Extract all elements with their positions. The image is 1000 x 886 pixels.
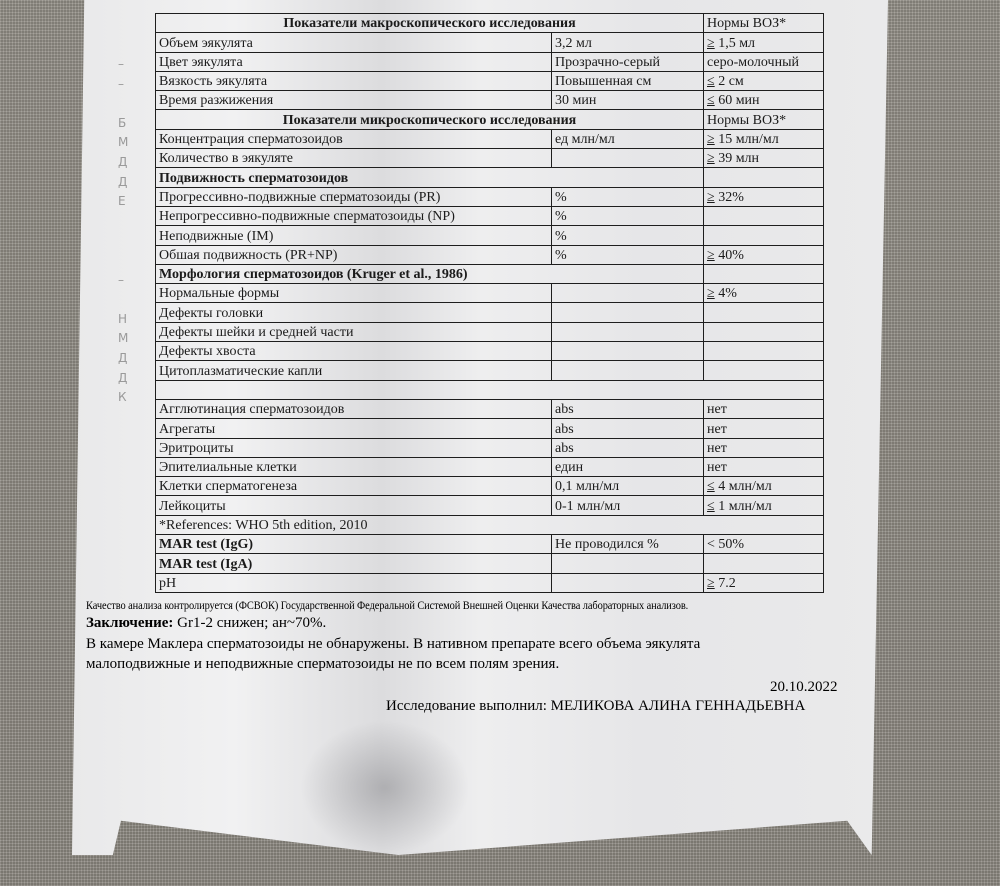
table-row: [156, 71, 824, 90]
table-row: [156, 477, 824, 496]
table-row: [156, 206, 824, 225]
who-norm: [704, 33, 824, 52]
parameter-label: Агрегаты: [156, 419, 552, 438]
parameter-label: MAR test (IgG): [156, 535, 552, 554]
report-date: 20.10.2022: [770, 679, 838, 695]
who-norm: [704, 187, 824, 206]
parameter-label: Цитоплазматические капли: [156, 361, 552, 380]
table-row: [156, 245, 824, 264]
result-value: Прозрачно-серый: [552, 52, 704, 71]
section-title: Морфология сперматозоидов (Kruger et al., 1986): [156, 264, 704, 283]
norm-comparison-sign: ≥: [707, 575, 715, 591]
margin-mark: Д: [118, 154, 127, 169]
margin-mark: –: [118, 76, 123, 91]
margin-mark: Д: [118, 350, 127, 365]
parameter-label: Эритроциты: [156, 438, 552, 457]
spacer-row: [156, 380, 824, 399]
result-value: abs: [552, 419, 704, 438]
who-norm: [704, 477, 824, 496]
who-norm: [704, 399, 824, 418]
micro-section-header: [156, 110, 824, 129]
norm-value: 1 млн/мл: [714, 498, 772, 514]
norm-value: < 50%: [707, 537, 745, 553]
margin-mark: Н: [118, 311, 127, 326]
who-norm: [704, 149, 824, 168]
who-norm: [704, 52, 824, 71]
table-row: [156, 91, 824, 110]
margin-mark: [118, 231, 142, 251]
result-value: %: [552, 187, 704, 206]
norm-value: нет: [707, 402, 727, 418]
parameter-label: Неподвижные (IM): [156, 226, 552, 245]
result-value: 0-1 млн/мл: [552, 496, 704, 515]
empty-cell: [704, 264, 824, 283]
who-norm: [704, 245, 824, 264]
who-norm: [704, 206, 824, 225]
table-row: [156, 457, 824, 476]
parameter-label: Нормальные формы: [156, 284, 552, 303]
parameter-label: Количество в эякуляте: [156, 149, 552, 168]
who-norm: [704, 361, 824, 380]
conclusion-label: Заключение:: [86, 615, 174, 631]
parameter-label: Клетки сперматогенеза: [156, 477, 552, 496]
margin-mark: Б: [118, 115, 126, 130]
norm-header: Нормы ВОЗ*: [704, 110, 824, 129]
parameter-label: Концентрация сперматозоидов: [156, 129, 552, 148]
margin-bleedthrough-marks: [118, 55, 142, 408]
norm-value: серо-молочный: [707, 54, 799, 70]
who-norm: [704, 129, 824, 148]
margin-mark: [118, 251, 142, 271]
margin-mark: М: [118, 331, 128, 346]
table-row: [156, 303, 824, 322]
norm-comparison-sign: ≥: [707, 132, 715, 148]
result-value: ед млн/мл: [552, 129, 704, 148]
norm-value: 2 см: [714, 74, 744, 90]
margin-mark: М: [118, 135, 128, 150]
norm-comparison-sign: ≤: [707, 93, 715, 109]
result-value: [552, 303, 704, 322]
result-value: [552, 149, 704, 168]
norm-comparison-sign: ≤: [707, 479, 715, 495]
norm-value: 32%: [714, 189, 744, 205]
parameter-label: Агглютинация сперматозоидов: [156, 399, 552, 418]
table-row: [156, 129, 824, 148]
result-value: %: [552, 245, 704, 264]
parameter-label: Непрогрессивно-подвижные сперматозоиды (NP): [156, 206, 552, 225]
parameter-label: Вязкость эякулята: [156, 71, 552, 90]
empty-cell: [156, 380, 824, 399]
margin-mark: –: [118, 57, 123, 71]
result-value: abs: [552, 399, 704, 418]
result-value: %: [552, 226, 704, 245]
parameter-label: Лейкоциты: [156, 496, 552, 515]
result-value: [552, 342, 704, 361]
parameter-label: pH: [156, 573, 552, 592]
norm-value: 60 мин: [714, 93, 760, 109]
parameter-label: Обшая подвижность (PR+NP): [156, 245, 552, 264]
result-value: 3,2 мл: [552, 33, 704, 52]
macro-section-header: [156, 14, 824, 33]
result-value: [552, 322, 704, 341]
parameter-label: Дефекты хвоста: [156, 342, 552, 361]
norm-value: нет: [707, 421, 727, 437]
parameter-label: Цвет эякулята: [156, 52, 552, 71]
margin-mark: Д: [118, 370, 127, 385]
result-value: [552, 554, 704, 573]
who-norm: [704, 438, 824, 457]
parameter-label: MAR test (IgA): [156, 554, 552, 573]
table-row: [156, 399, 824, 418]
who-norm: [704, 535, 824, 554]
table-row: [156, 554, 824, 573]
norm-value: 4 млн/мл: [714, 479, 772, 495]
conclusion: [86, 615, 326, 632]
finding-line-2: малоподвижные и неподвижные сперматозоиды не по всем полям зрения.: [86, 656, 560, 672]
who-norm: [704, 303, 824, 322]
margin-mark: Д: [118, 174, 127, 189]
references-row: [156, 515, 824, 534]
result-value: един: [552, 457, 704, 476]
table-row: [156, 438, 824, 457]
margin-mark: [118, 290, 142, 310]
norm-comparison-sign: ≥: [707, 286, 715, 302]
semen-analysis-table: [155, 13, 824, 593]
table-row: [156, 535, 824, 554]
empty-cell: [704, 168, 824, 187]
who-norm: [704, 554, 824, 573]
norm-comparison-sign: ≤: [707, 498, 715, 514]
who-norm: [704, 284, 824, 303]
result-value: [552, 361, 704, 380]
table-row: [156, 419, 824, 438]
who-norm: [704, 322, 824, 341]
norm-comparison-sign: ≥: [707, 35, 715, 51]
who-norm: [704, 342, 824, 361]
norm-value: 4%: [714, 286, 737, 302]
who-norm: [704, 573, 824, 592]
margin-mark: Е: [118, 194, 125, 209]
margin-mark: –: [118, 272, 123, 287]
table-row: [156, 149, 824, 168]
table-row: [156, 322, 824, 341]
table-row: [156, 226, 824, 245]
result-value: abs: [552, 438, 704, 457]
norm-value: нет: [707, 460, 727, 476]
margin-mark: К: [118, 390, 126, 405]
table-row: [156, 496, 824, 515]
result-value: Не проводился %: [552, 535, 704, 554]
who-norm: [704, 496, 824, 515]
result-value: 30 мин: [552, 91, 704, 110]
table-row: [156, 284, 824, 303]
parameter-label: Дефекты головки: [156, 303, 552, 322]
norm-comparison-sign: ≥: [707, 247, 715, 263]
who-norm: [704, 71, 824, 90]
parameter-label: Объем эякулята: [156, 33, 552, 52]
result-value: %: [552, 206, 704, 225]
who-norm: [704, 419, 824, 438]
parameter-label: Время разжижения: [156, 91, 552, 110]
result-value: [552, 284, 704, 303]
paper-shadow: [300, 720, 470, 855]
table-row: [156, 573, 824, 592]
norm-comparison-sign: ≥: [707, 151, 715, 167]
table-row: [156, 52, 824, 71]
who-norm: [704, 226, 824, 245]
norm-value: 1,5 мл: [714, 35, 756, 51]
norm-value: 7.2: [714, 575, 736, 591]
norm-comparison-sign: ≤: [707, 74, 715, 90]
section-title: Подвижность сперматозоидов: [156, 168, 704, 187]
parameter-label: Эпителиальные клетки: [156, 457, 552, 476]
parameter-label: Дефекты шейки и средней части: [156, 322, 552, 341]
parameter-label: Прогрессивно-подвижные сперматозоиды (PR): [156, 187, 552, 206]
who-norm: [704, 457, 824, 476]
norm-value: 15 млн/мл: [714, 132, 779, 148]
norm-value: нет: [707, 440, 727, 456]
table-row: [156, 342, 824, 361]
motility-section-header: [156, 168, 824, 187]
norm-header: Нормы ВОЗ*: [704, 14, 824, 33]
table-row: [156, 361, 824, 380]
margin-mark: [118, 94, 142, 114]
norm-comparison-sign: ≥: [707, 189, 715, 205]
performed-by-signature: Исследование выполнил: МЕЛИКОВА АЛИНА ГЕННАДЬЕВНА: [386, 698, 806, 714]
result-value: Повышенная см: [552, 71, 704, 90]
table-row: [156, 187, 824, 206]
result-value: [552, 573, 704, 592]
section-title: Показатели микроскопического исследования: [156, 110, 704, 129]
margin-mark: [118, 212, 142, 232]
morphology-section-header: [156, 264, 824, 283]
quality-control-note: Качество анализа контролируется (ФСВОК) Государственной Федеральной Системой Внешней Оценки Качества лабораторных анализов.: [86, 600, 689, 612]
finding-line-1: В камере Маклера сперматозоиды не обнаружены. В нативном препарате всего объема эякулята: [86, 636, 701, 652]
norm-value: 39 млн: [714, 151, 760, 167]
norm-value: 40%: [714, 247, 744, 263]
references-note: *References: WHO 5th edition, 2010: [156, 515, 824, 534]
result-value: 0,1 млн/мл: [552, 477, 704, 496]
section-title: Показатели макроскопического исследования: [156, 14, 704, 33]
who-norm: [704, 91, 824, 110]
table-row: [156, 33, 824, 52]
conclusion-text: Gr1-2 снижен; ан~70%.: [173, 615, 327, 631]
